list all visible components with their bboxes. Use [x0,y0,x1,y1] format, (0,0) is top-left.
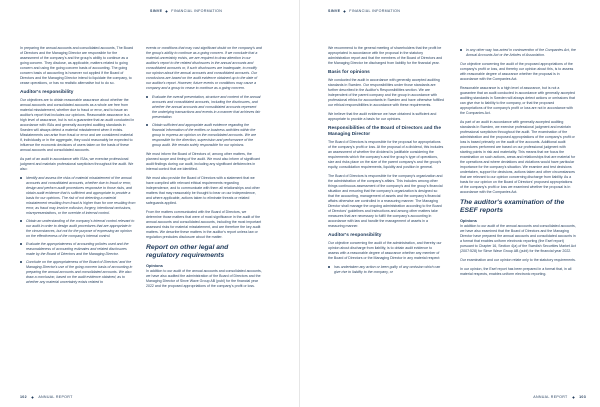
footer-separator-icon [31,396,34,399]
list-item: has undertaken any action or been guilty of any omission which can give rise to liability to the company, or [328,265,444,275]
paragraph: Our examination and our opinion relate only to the statutory requirements. [460,258,576,262]
right-column-1 [328,46,444,279]
paragraph: In our opinion, the Esef report has been prepared in a format that, in all material respects, enables uniform electronic reporting. [460,267,572,276]
bullet-list [328,265,444,275]
left-column-1 [20,46,136,289]
header-section: FINANCIAL INFORMATION [349,9,401,13]
paragraph: The Board of Directors is responsible for the proposal for appropriations of the company's profit or loss. At the proposal of a dividend, this includes an assessment of whether the dividend is justifiable considering the requirements which the company's and the group's type of operations, size and risks place on the size of the parent company's and the group's equity, consolidation requirements, liquidity and position in general. [328,140,444,169]
list-item: Identify and assess the risks of material misstatement of the annual accounts and consolidated accounts, whether due to fraud or error, design and perform audit procedures responsive to those risks, and obtain audit evidence that is sufficient and appropriate to provide a basis for our opinions. The risk of not detecting a material misstatement resulting from fraud is higher than for one resulting from error, as fraud may involve collusion, forgery, intentional omissions, misrepresentations, or the override of internal control. [20,176,136,216]
paragraph: In addition to our audit of the annual accounts and consolidated accounts, we have also examined that the Board of Directors and the Managing Director have prepared the annual accounts and consolidated accounts in a format that enables uniform electronic reporting (the Esef report) pursuant to Chapter 16, Section 4(a) of the Swedish Securities Market Act (2007:528) for Sinve Wave Group AB (publ) for the financial year 2022. [460,224,576,253]
heading-auditors-responsibility: Auditor's responsibility [328,233,382,238]
heading-esef-examination: The auditor's examination of the ESEF reports [460,199,565,214]
page-footer [20,395,73,399]
right-page [300,0,600,407]
paragraph: The Board of Directors is responsible for the company's organization and the administration of the company's affairs. This includes among other things continuous assessment of the company's and the group's financial situation and ensuring that the company's organization is designed so that the accounting, management of assets and the company's financial affairs otherwise are controlled in a reassuring manner. The Managing Director shall manage the ongoing administration according to the Board of Directors' guidelines and instructions and among other matters take measures that are necessary to fulfill the company's accounting in accordance with law and handle the management of assets in a reassuring manner. [328,174,443,228]
list-item: Evaluate the appropriateness of accounting policies used and the reasonableness of accounting estimates and related disclosures made by the Board of Directors and the Managing Director. [20,242,136,257]
list-item: Obtain an understanding of the company's internal control relevant to our audit in order to design audit procedures that are appropriate in the circumstances, but not for the purpose of expressing an opinion on the effectiveness of the company's internal control. [20,219,136,239]
paragraph: events or conditions that may cast significant doubt on the company's and the group's ability to continue as a going concern. If we conclude that a material uncertainty exists, we are required to draw attention in our auditor's report to the related disclosures in the annual accounts and consolidated accounts or, if such disclosures are inadequate, to modify our opinion about the annual accounts and consolidated accounts. Our conclusions are based on the audit evidence obtained up to the date of our auditor's report. However, future events or conditions may cause a company and a group to cease to continue as a going concern. [146,46,262,90]
heading-auditors-responsibility: Auditor's responsibility [20,90,74,95]
paragraph: We believe that the audit evidence we have obtained is sufficient and appropriate to provide a basis for our opinions. [328,112,437,121]
right-column-2 [460,46,576,281]
paragraph: As part of an audit in accordance with generally accepted auditing standards in Sweden, we exercise professional judgment and maintain professional scepticism throughout the audit. The examination of the administration and the proposed appropriations of the company's profit or loss is based primarily on the audit of the accounts. Additional audit procedures performed are based on our professional judgment with starting points in risk and materiality. This means that we focus the examination on such actions, areas and relationships that are material for the operations and where deviations and violations would have particular importance for the company's situation. We examine and test decisions undertaken, support for decisions, actions taken and other circumstances that are relevant to our opinion concerning discharge from liability. As a basis for our opinion on the Board of Directors' proposed appropriations of the company's profit or loss we examined whether the proposal is in accordance with the Companies Act. [460,120,576,194]
list-item: Evaluate the overall presentation, structure and content of the annual accounts and consolidated accounts, including the disclosures, and whether the annual accounts and consolidated accounts represent the underlying transactions and events in a manner that achieves fair presentation. [146,95,262,120]
page-number: 103 [579,395,586,399]
running-header [328,9,400,13]
paragraph: Our objective concerning the audit of the proposed appropriations of the company's profit or loss, and thereby our opinion about this, is to assess with reasonable degree of assurance whether the proposal is in accordance with the Companies Act. [460,62,574,81]
heading-responsibilities-board: Responsibilities of the Board of Directors and the Managing Director [328,126,442,137]
bullet-list [460,48,576,58]
paragraph: We must inform the Board of Directors of, among other matters, the planned scope and timing of the audit. We must also inform of significant audit findings during our audit, including any significant deficiencies in internal control that we identified. [146,152,260,171]
paragraph: We recommend to the general meeting of shareholders that the profit be appropriated in accordance with the proposal in the statutory administration report and that the members of the Board of Directors and the Managing Director be discharged from liability for the financial year. [328,46,443,65]
paragraph: We must also provide the Board of Directors with a statement that we have complied with relevant ethical requirements regarding independence, and to communicate with them all relationships and other matters that may reasonably be thought to bear on our independence, and where applicable, actions taken to eliminate threats or related safeguards applied. [146,176,260,205]
header-brand: SINVE [150,9,163,13]
paragraph: Our objective concerning the audit of the administration, and thereby our opinion about discharge from liability, is to obtain audit evidence to assess with a reasonable degree of assurance whether any member of the Board of Directors or the Managing Director in any material respect: [328,241,442,260]
heading-opinions: Opinions [146,263,163,268]
paragraph: Reasonable assurance is a high level of assurance, but is not a guarantee that an audit conducted in accordance with generally accepted auditing standards in Sweden will always detect actions or omissions that can give rise to liability to the company, or that the proposed appropriations of the company's profit or loss are not in accordance with the Companies Act. [460,86,575,115]
paragraph: As part of an audit in accordance with ISAs, we exercise professional judgment and maintain professional scepticism throughout the audit. We also: [20,157,134,171]
paragraph: From the matters communicated with the Board of Directors, we determine those matters that were of most significance in the audit of the annual accounts and consolidated accounts, including the most important assessed risks for material misstatement, and are therefore the key audit matters. We describe these matters in the auditor's report unless law or regulation precludes disclosure about the matter. [146,210,262,239]
list-item: in any other way has acted in contravention of the Companies Act, the Annual Accounts Act or the Articles of Association. [460,48,576,58]
header-separator-icon [166,10,169,13]
list-item: Conclude on the appropriateness of the Board of Directors' and the Managing Director's use of the going concern basis of accounting in preparing the annual accounts and consolidated accounts. We also draw a conclusion, based on the audit evidence obtained, as to whether any material uncertainty exists related to [20,260,136,285]
paragraph: Our objectives are to obtain reasonable assurance about whether the annual accounts and consolidated accounts as a whole are free from material misstatement, whether due to fraud or error, and to issue an auditor's report that includes our opinions. Reasonable assurance is a high level of assurance, but is not a guarantee that an audit conducted in accordance with ISAs and generally accepted auditing standards in Sweden will always detect a material misstatement when it exists. Misstatements can arise from fraud or error and are considered material if, individually or in the aggregate, they could reasonably be expected to influence the economic decisions of users taken on the basis of these annual accounts and consolidated accounts. [20,98,135,152]
bullet-list [146,95,262,148]
page-footer [533,395,586,399]
list-item: Obtain sufficient and appropriate audit evidence regarding the financial information of the entities or business activities within the group to express an opinion on the consolidated accounts. We are responsible for the direction, supervision and performance of the group audit. We remain solely responsible for our opinions. [146,123,262,148]
heading-basis-for-opinions: Basis for opinions [328,70,370,75]
paragraph: We conducted the audit in accordance with generally accepted auditing standards in Sweden. Our responsibilities under those standards are further described in the Auditor's Responsibilities section. We are independent of the parent company and the group in accordance with professional ethics for accountants in Sweden and have otherwise fulfilled our ethical responsibilities in accordance with these requirements. [328,78,444,107]
paragraph: In addition to our audit of the annual accounts and consolidated accounts, we have also audited the administration of the Board of Directors and the Managing Director of Sinve Wave Group AB (publ) for the financial year 2022 and the proposed appropriations of the company's profit or loss. [146,269,262,288]
header-section: FINANCIAL INFORMATION [171,9,223,13]
running-header [150,9,222,13]
header-brand: SINVE [328,9,341,13]
footer-separator-icon [572,396,575,399]
paragraph: In preparing the annual accounts and consolidated accounts, The Board of Directors and the Managing Director are responsible for the assessment of the company's and the group's ability to continue as a going concern. They disclose, as applicable, matters related to going concern and using the going concern basis of accounting. The going concern basis of accounting is however not applied if the Board of Directors and the Managing Director intend to liquidate the company, to cease operations, or has no realistic alternative but to do so. [20,46,134,85]
page-number: 102 [20,395,27,399]
heading-report-other-legal: Report on other legal and regulatory requirements [146,244,229,259]
header-separator-icon [344,10,347,13]
footer-label: ANNUAL REPORT [38,395,73,399]
left-column-2 [146,46,262,293]
heading-opinions: Opinions [460,218,477,223]
footer-label: ANNUAL REPORT [533,395,568,399]
bullet-list [20,176,136,285]
